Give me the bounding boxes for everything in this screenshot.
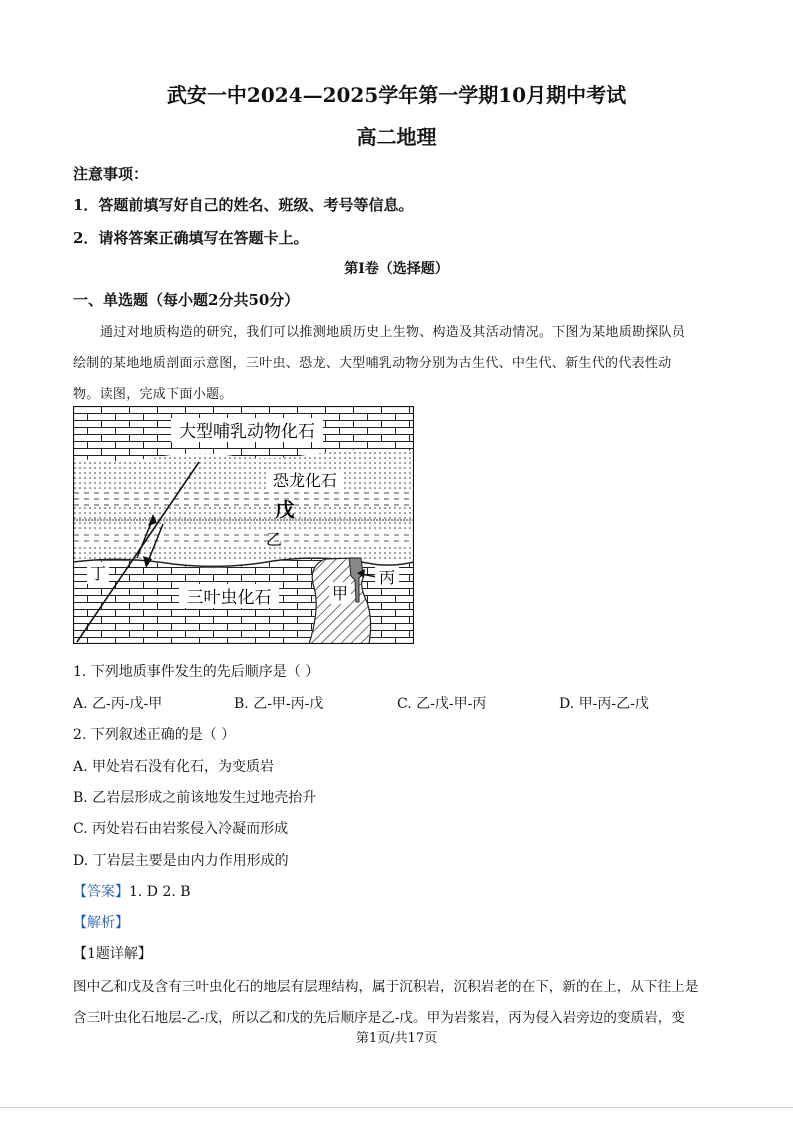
page-footer: 第1页/共17页 bbox=[355, 1031, 438, 1046]
label-bing: 丙 bbox=[378, 568, 396, 587]
intro-line: 通过对地质构造的研究，我们可以推测地质历史上生物、构造及其活动情况。下图为某地质勘探队员 bbox=[100, 325, 686, 340]
q1-option-b: B. 乙-甲-丙-戊 bbox=[234, 696, 324, 712]
volume-heading: 第I卷（选择题） bbox=[344, 261, 449, 277]
q2-option-a: A. 甲处岩石没有化石，为变质岩 bbox=[73, 759, 275, 775]
answer-line bbox=[73, 881, 191, 901]
notice-item: 2．请将答案正确填写在答题卡上。 bbox=[73, 229, 309, 247]
section-heading: 一、单选题（每小题2分共50分） bbox=[73, 291, 300, 309]
notice-item: 1．答题前填写好自己的姓名、班级、考号等信息。 bbox=[73, 196, 414, 214]
question-1-stem: 1. 下列地质事件发生的先后顺序是（ ） bbox=[73, 664, 320, 680]
intro-line: 绘制的某地地质剖面示意图，三叶虫、恐龙、大型哺乳动物分别为古生代、中生代、新生代的代表性动 bbox=[73, 356, 672, 371]
analysis-line: 图中乙和戊及含有三叶虫化石的地层有层理结构，属于沉积岩，沉积岩老的在下，新的在上，从下往上是 bbox=[73, 979, 699, 995]
label-yi: 乙 bbox=[265, 530, 283, 549]
label-mammal-fossil: 大型哺乳动物化石 bbox=[179, 422, 315, 442]
geologic-section-figure bbox=[73, 406, 414, 644]
q2-option-c: C. 丙处岩石由岩浆侵入冷凝而形成 bbox=[73, 821, 289, 837]
exam-subtitle: 高二地理 bbox=[356, 125, 437, 149]
intro-line: 物。读图，完成下面小题。 bbox=[73, 387, 233, 402]
yi-dash-band bbox=[73, 532, 414, 546]
label-jia: 甲 bbox=[331, 584, 349, 603]
page-bottom-divider bbox=[0, 1107, 793, 1108]
analysis-line: 含三叶虫化石地层-乙-戊，所以乙和戊的先后顺序是乙-戊。甲为岩浆岩，丙为侵入岩旁边的变质岩，变 bbox=[73, 1010, 685, 1026]
answer-text: 1. D 2. B bbox=[129, 884, 191, 900]
label-wu: 戊 bbox=[275, 499, 295, 521]
q2-option-d: D. 丁岩层主要是由内力作用形成的 bbox=[73, 853, 289, 869]
label-dinosaur-fossil: 恐龙化石 bbox=[272, 471, 338, 490]
q2-option-b: B. 乙岩层形成之前该地发生过地壳抬升 bbox=[73, 790, 317, 806]
shale-band bbox=[73, 492, 414, 506]
exam-title: 武安一中2024—2025学年第一学期10月期中考试 bbox=[166, 83, 627, 107]
label-trilobite-fossil: 三叶虫化石 bbox=[186, 588, 272, 608]
detail-heading: 【1题详解】 bbox=[73, 946, 152, 962]
question-2-stem: 2. 下列叙述正确的是（ ） bbox=[73, 727, 236, 743]
q1-option-a: A. 乙-丙-戊-甲 bbox=[73, 696, 163, 712]
answer-tag: 【答案】 bbox=[73, 884, 129, 900]
analysis-tag: 【解析】 bbox=[73, 915, 129, 931]
q1-option-c: C. 乙-戊-甲-丙 bbox=[397, 696, 487, 712]
q1-option-d: D. 甲-丙-乙-戊 bbox=[559, 696, 649, 712]
notice-heading: 注意事项： bbox=[73, 165, 149, 183]
label-ding: 丁 bbox=[89, 564, 107, 583]
